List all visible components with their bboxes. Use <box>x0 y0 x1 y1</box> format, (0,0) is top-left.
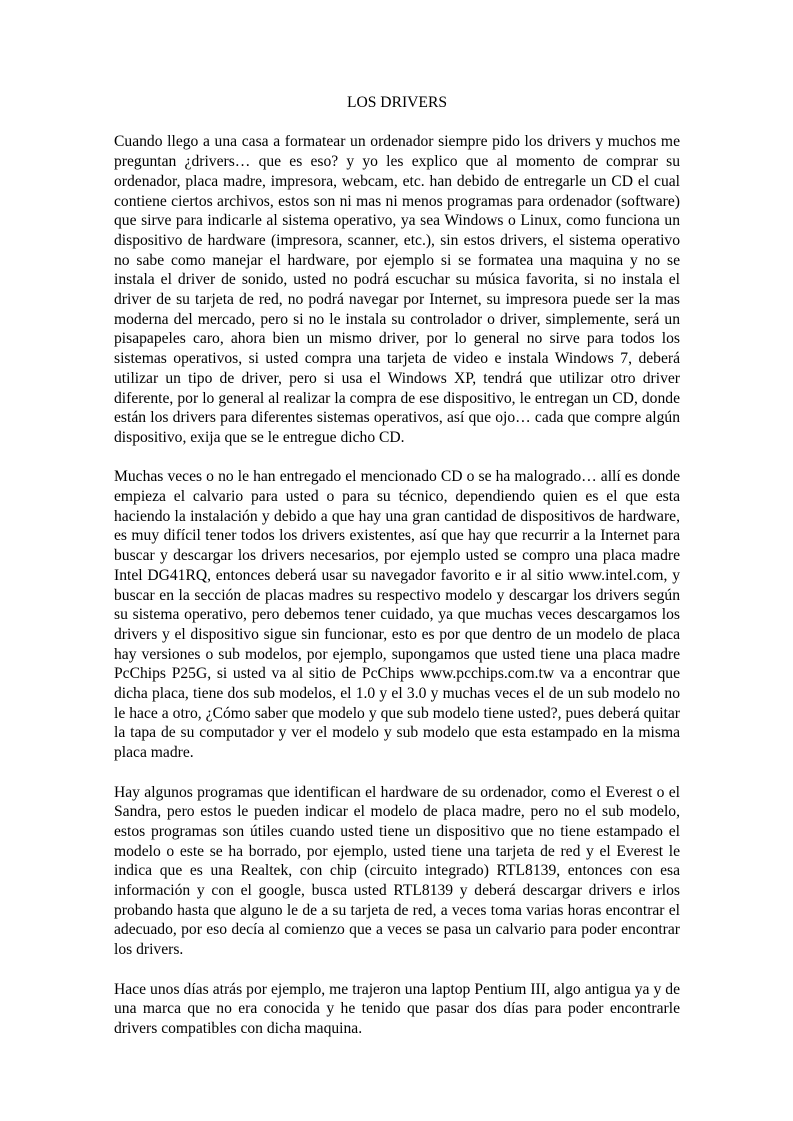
paragraph-4: Hace unos días atrás por ejemplo, me trajeron una laptop Pentium III, algo antigua ya y de una marca que no era conocida y he tenido que pasar dos días para poder encontrarle drivers compatibles con dicha maquina. <box>114 980 680 1037</box>
document-title: LOS DRIVERS <box>346 94 448 111</box>
paragraph-2: Muchas veces o no le han entregado el mencionado CD o se ha malogrado… allí es donde empieza el calvario para usted o para su técnico, dependiendo quien es el que esta haciendo la instalación y debido a que hay una gran cantidad de dispositivos de hardware, es muy difícil tener todos los drivers existentes, así que hay que recurrir a la Internet para buscar y descargar los drivers necesarios, por ejemplo usted se compro una placa madre Intel DG41RQ, entonces deberá usar su navegador favorito e ir al sitio www.intel.com, y buscar en la sección de placas madres su respectivo modelo y descargar los drivers según su sistema operativo, pero debemos tener cuidado, ya que muchas veces descargamos los drivers y el dispositivo sigue sin funcionar, esto es por que dentro de un modelo de placa hay versiones o sub modelos, por ejemplo, supongamos que usted tiene una placa madre PcChips P25G, si usted va al sitio de PcChips www.pcchips.com.tw va a encontrar que dicha placa, tiene dos sub modelos, el 1.0 y el 3.0 y muchas veces el de un sub modelo no le hace a otro, ¿Cómo saber que modelo y que sub modelo tiene usted?, pues deberá quitar la tapa de su computador y ver el modelo y sub modelo que esta estampado en la misma placa madre. <box>114 468 680 762</box>
paragraph-1: Cuando llego a una casa a formatear un ordenador siempre pido los drivers y muchos me preguntan ¿drivers… que es eso? y yo les explico que al momento de comprar su ordenador, placa madre, impresora, webcam, etc. han debido de entregarle un CD el cual contiene ciertos archivos, estos son ni mas ni menos programas para ordenador (software) que sirve para indicarle al sistema operativo, ya sea Windows o Linux, como funciona un dispositivo de hardware (impresora, scanner, etc.), sin estos drivers, el sistema operativo no sabe como manejar el hardware, por ejemplo si se formatea una maquina y no se instala el driver de sonido, usted no podrá escuchar su música favorita, si no instala el driver de su tarjeta de red, no podrá navegar por Internet, su impresora puede ser la mas moderna del mercado, pero si no le instala su controlador o driver, simplemente, será un pisapapeles caro, ahora bien un mismo driver, por lo general no sirve para todos los sistemas operativos, si usted compra una tarjeta de video e instala Windows 7, deberá utilizar un tipo de driver, pero si usa el Windows XP, tendrá que utilizar otro driver diferente, por lo general al realizar la compra de ese dispositivo, le entregan un CD, donde están los drivers para diferentes sistemas operativos, así que ojo… cada que compre algún dispositivo, exija que se le entregue dicho CD. <box>114 133 680 446</box>
paragraph-3: Hay algunos programas que identifican el hardware de su ordenador, como el Everest o el Sandra, pero estos le pueden indicar el modelo de placa madre, pero no el sub modelo, estos programas son útiles cuando usted tiene un dispositivo que no tiene estampado el modelo o este se ha borrado, por ejemplo, usted tiene una tarjeta de red y el Everest le indica que es una Realtek, con chip (circuito integrado) RTL8139, entonces con esa información y con el google, busca usted RTL8139 y deberá descargar drivers e irlos probando hasta que alguno le de a su tarjeta de red, a veces toma varias horas encontrar el adecuado, por eso decía al comienzo que a veces se pasa un calvario para poder encontrar los drivers. <box>114 783 680 959</box>
document-body <box>114 93 680 1058</box>
